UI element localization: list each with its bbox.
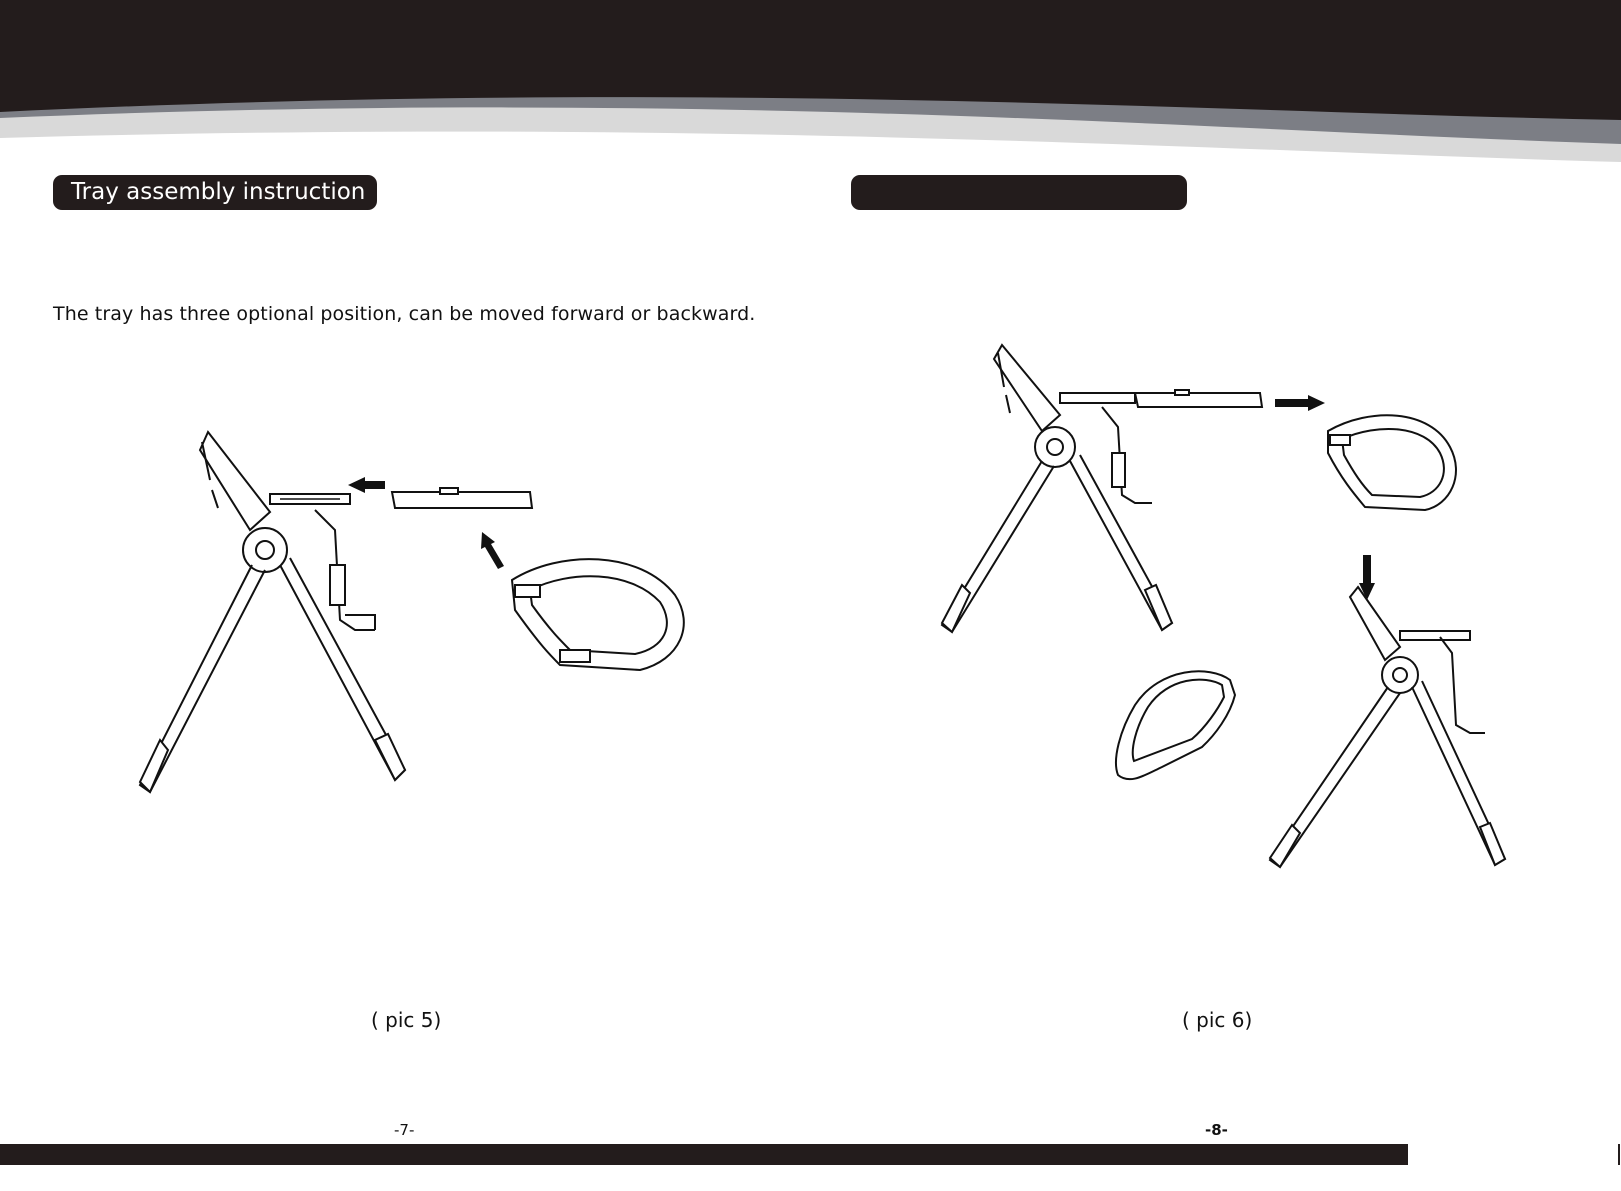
- tray-insert-drawing: [1135, 390, 1262, 407]
- section-title-blank: [851, 175, 1187, 210]
- illustration-pic-6: [930, 335, 1530, 905]
- tray-detached-drawing: [1116, 671, 1235, 779]
- page-number-right: -8-: [1205, 1121, 1228, 1139]
- section-title-tray-assembly: Tray assembly instruction: [53, 175, 377, 210]
- tray-drawing: [512, 559, 684, 670]
- arrow-up-icon: [481, 532, 504, 569]
- edge-mark: [1618, 1144, 1620, 1165]
- high-chair-drawing: [942, 345, 1172, 632]
- header-band: [0, 0, 1621, 175]
- intro-text: The tray has three optional position, can be moved forward or backward.: [53, 303, 756, 325]
- figure-caption-pic-6: ( pic 6): [1182, 1008, 1253, 1032]
- page-number-left: -7-: [394, 1121, 415, 1139]
- arrow-right-icon: [1275, 395, 1325, 411]
- tray-insert-drawing: [392, 488, 532, 508]
- high-chair-folded-drawing: [1270, 587, 1505, 867]
- arrow-left-icon: [348, 477, 385, 493]
- footer-bar: [0, 1144, 1408, 1165]
- figure-caption-pic-5: ( pic 5): [371, 1008, 442, 1032]
- illustration-pic-5: [120, 420, 720, 830]
- tray-drawing: [1328, 415, 1456, 510]
